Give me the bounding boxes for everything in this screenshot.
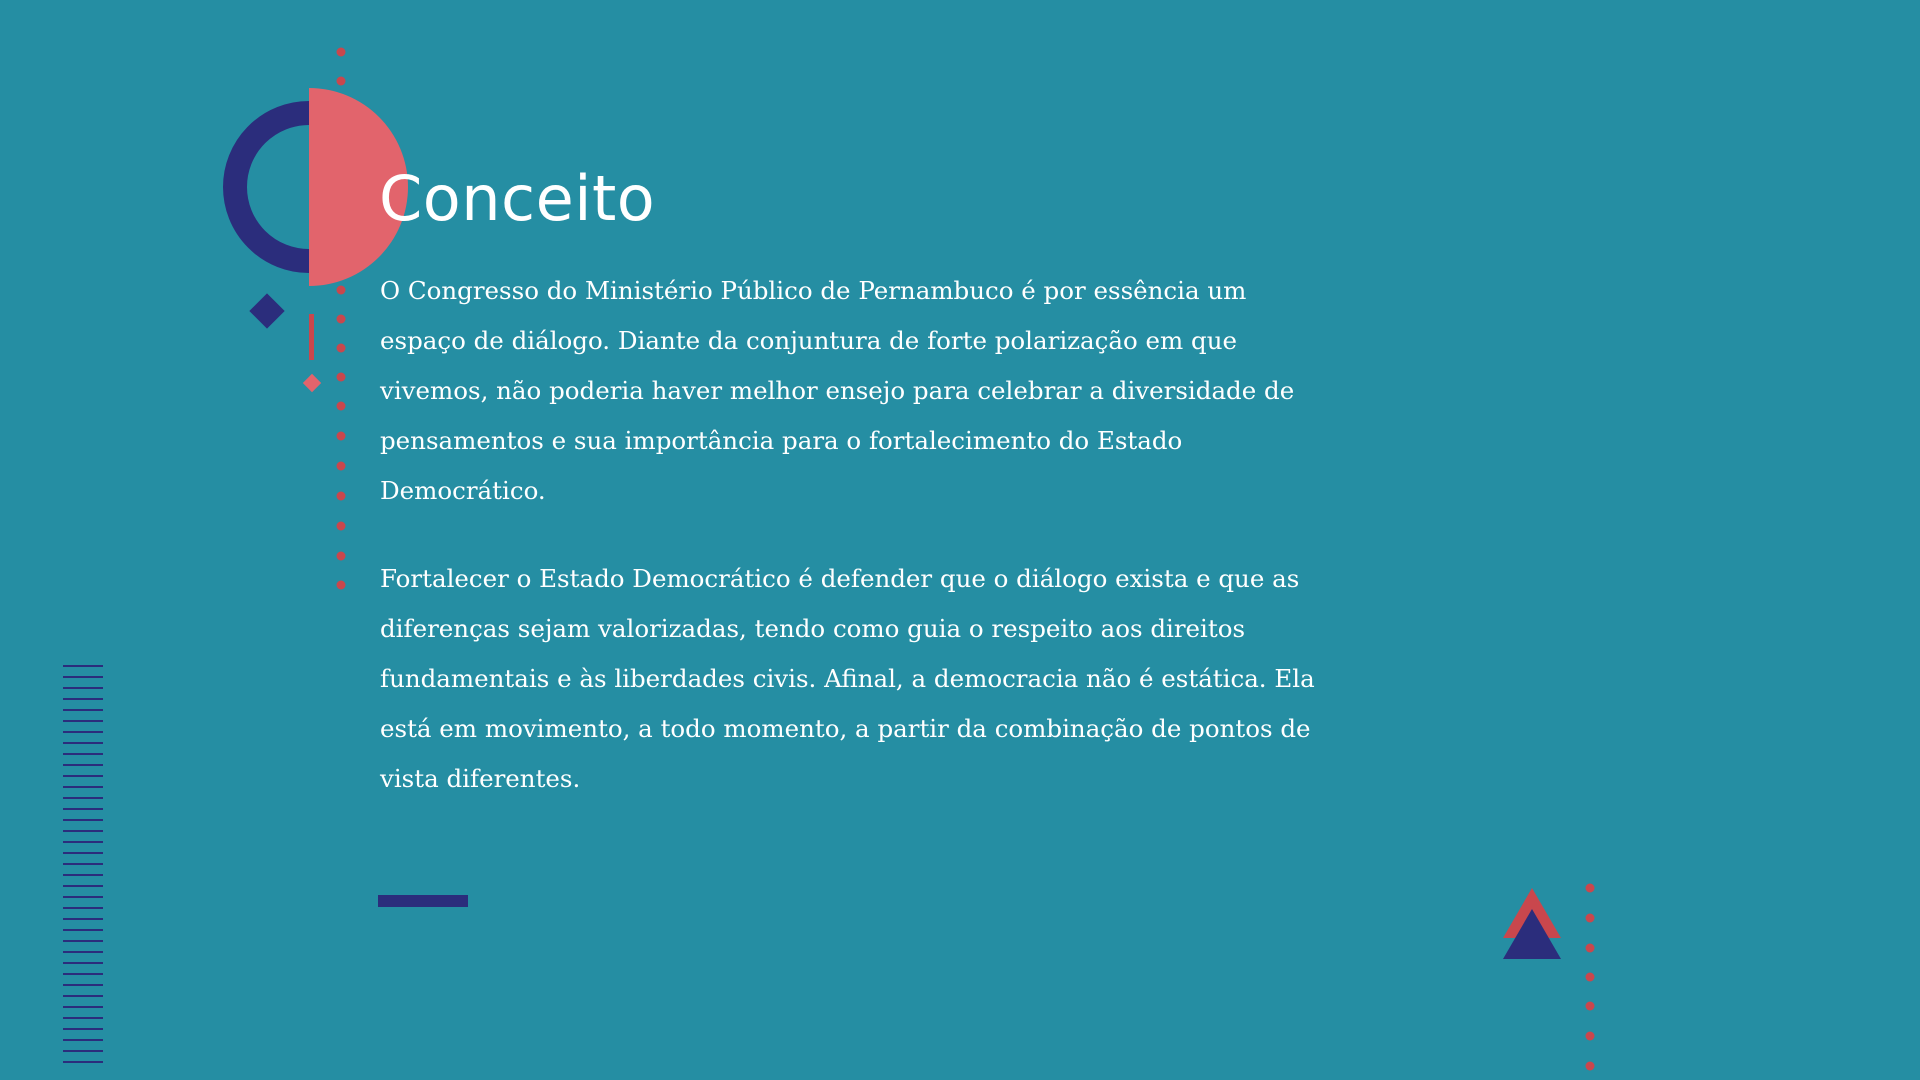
accent-bar	[378, 895, 468, 907]
body-paragraph-1: O Congresso do Ministério Público de Pernambuco é por essência um espaço de diálogo. Diante da conjuntura de forte polarização em que vivemos, não poderia haver melhor ensejo para celebrar a diversidade de pensamentos e sua importância para o fortalecimento do Estado Democrático.	[380, 276, 1295, 505]
coral-bar-shape	[309, 314, 314, 360]
horizontal-stripes-pattern	[63, 666, 103, 1062]
page-title: Conceito	[379, 162, 656, 235]
navy-diamond-shape	[249, 293, 284, 328]
coral-diamond-shape	[303, 374, 321, 392]
body-paragraph-2: Fortalecer o Estado Democrático é defender que o diálogo exista e que as diferenças sejam valorizadas, tendo como guia o respeito aos direitos fundamentais e às liberdades civis. Afinal, a democracia não é estática. Ela está em movimento, a todo momento, a partir da combinação de pontos de vista diferentes.	[380, 564, 1315, 793]
dotted-line-right	[1586, 884, 1595, 1071]
